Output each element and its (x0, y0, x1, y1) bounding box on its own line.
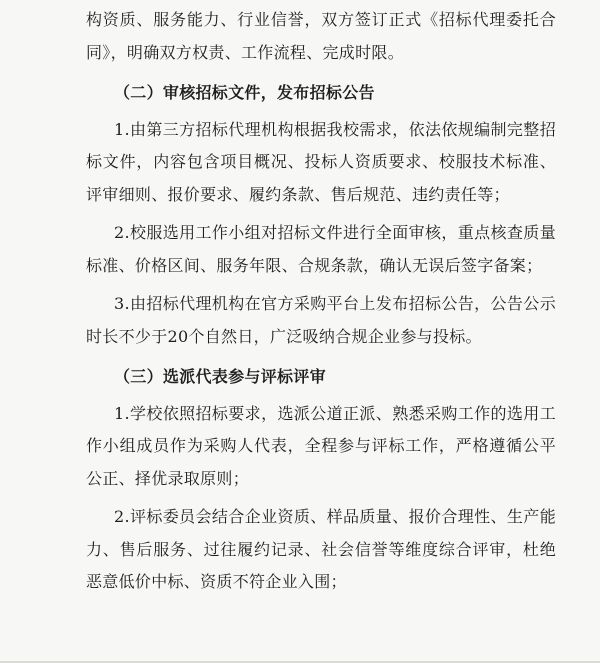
paragraph-2-1: 1.由第三方招标代理机构根据我校需求，依法依规编制完整招标文件，内容包含项目概况、投标人资质要求、校服技术标准、评审细则、报价要求、履约条款、售后规范、违约责任等； (86, 119, 556, 204)
section-heading-3: （三）选派代表参与评标评审 (114, 367, 326, 386)
paragraph-2-2: 2.校服选用工作小组对招标文件进行全面审核，重点核查质量标准、价格区间、服务年限、合规条款，确认无误后签字备案； (86, 223, 556, 275)
paragraph-contract: 构资质、服务能力、行业信誉，双方签订正式《招标代理委托合同》，明确双方权责、工作流程、完成时限。 (86, 10, 556, 62)
paragraph-3-1: 1.学校依照招标要求，选派公道正派、熟悉采购工作的选用工作小组成员作为采购人代表，全程参与评标工作，严格遵循公平公正、择优录取原则； (86, 403, 556, 488)
paragraph-2-3: 3.由招标代理机构在官方采购平台上发布招标公告，公告公示时长不少于20个自然日，广泛吸纳合规企业参与投标。 (86, 294, 556, 346)
paragraph-3-2: 2.评标委员会结合企业资质、样品质量、报价合理性、生产能力、售后服务、过往履约记录、社会信誉等维度综合评审，杜绝恶意低价中标、资质不符企业入围； (86, 507, 556, 591)
section-heading-2: （二）审核招标文件，发布招标公告 (114, 83, 375, 102)
